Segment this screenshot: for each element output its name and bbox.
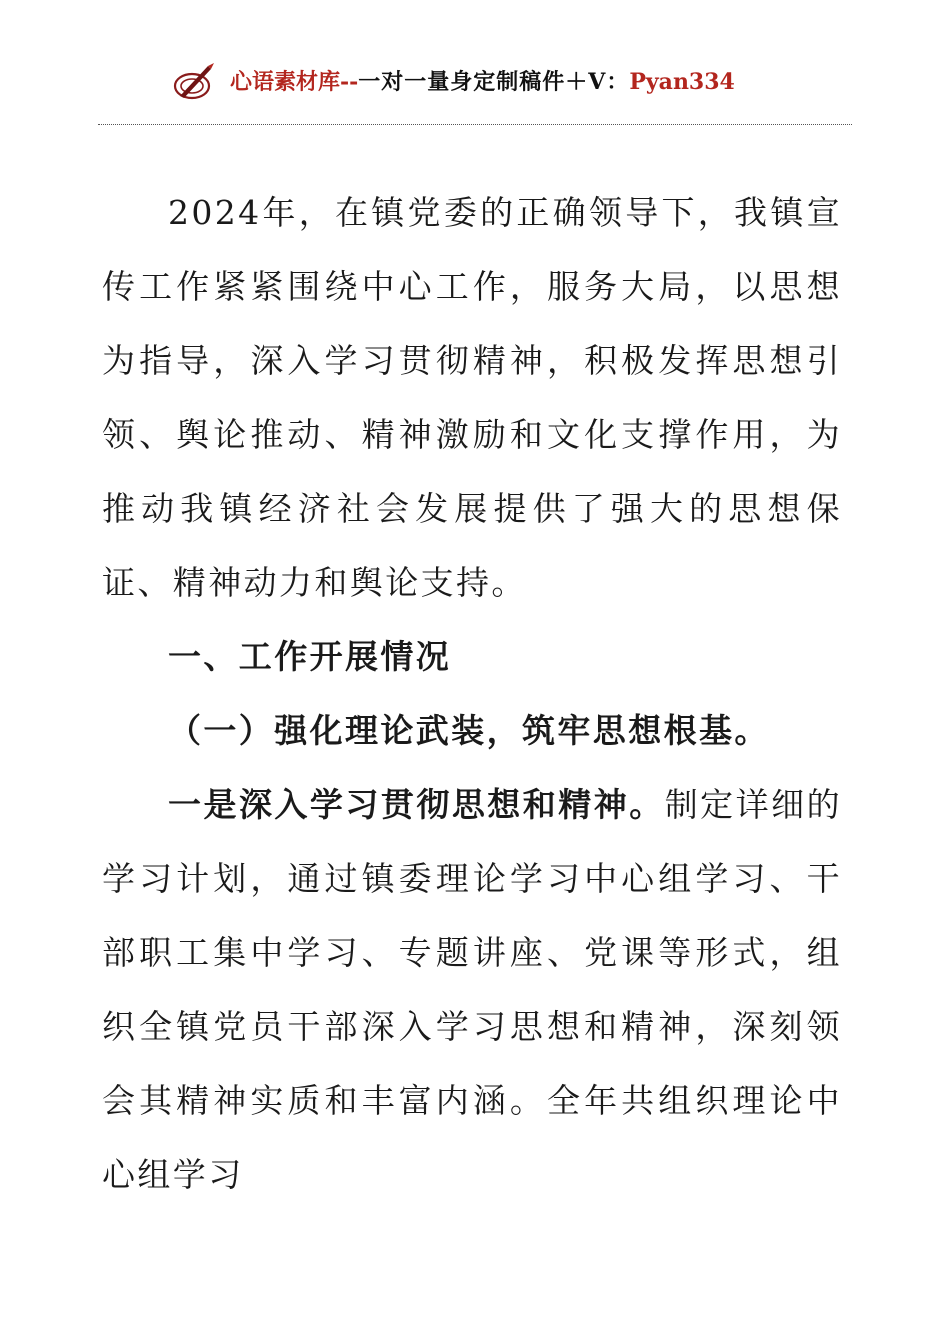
intro-paragraph: 2024年，在镇党委的正确领导下，我镇宣传工作紧紧围绕中心工作，服务大局，以思想为指导，深入学习贯彻精神，积极发挥思想引领、舆论推动、精神激励和文化支撑作用，为推动我镇经济社会发展提供了强大的思想保证、精神动力和舆论支持。 (102, 193, 842, 602)
document-body (102, 176, 842, 1212)
item-paragraph (102, 768, 842, 1212)
brand-name: 心语素材库 (230, 69, 341, 95)
item-lead: 一是深入学习贯彻思想和精神。 (168, 785, 665, 824)
section-heading: 一、工作开展情况 (168, 637, 452, 676)
subsection-heading: （一）强化理论武装，筑牢思想根基。 (168, 711, 770, 750)
page-header (0, 58, 950, 108)
contact-id: Pyan334 (629, 69, 735, 95)
header-slogan: 一对一量身定制稿件＋V： (358, 69, 630, 95)
item-text: 制定详细的学习计划，通过镇委理论学习中心组学习、干部职工集中学习、专题讲座、党课等形式，组织全镇党员干部深入学习思想和精神，深刻领会其精神实质和丰富内涵。全年共组织理论中心组学习 (102, 785, 842, 1194)
header-title (230, 68, 735, 96)
header-divider (98, 124, 852, 125)
quill-pen-logo-icon (172, 62, 216, 102)
header-separator: -- (340, 69, 359, 95)
